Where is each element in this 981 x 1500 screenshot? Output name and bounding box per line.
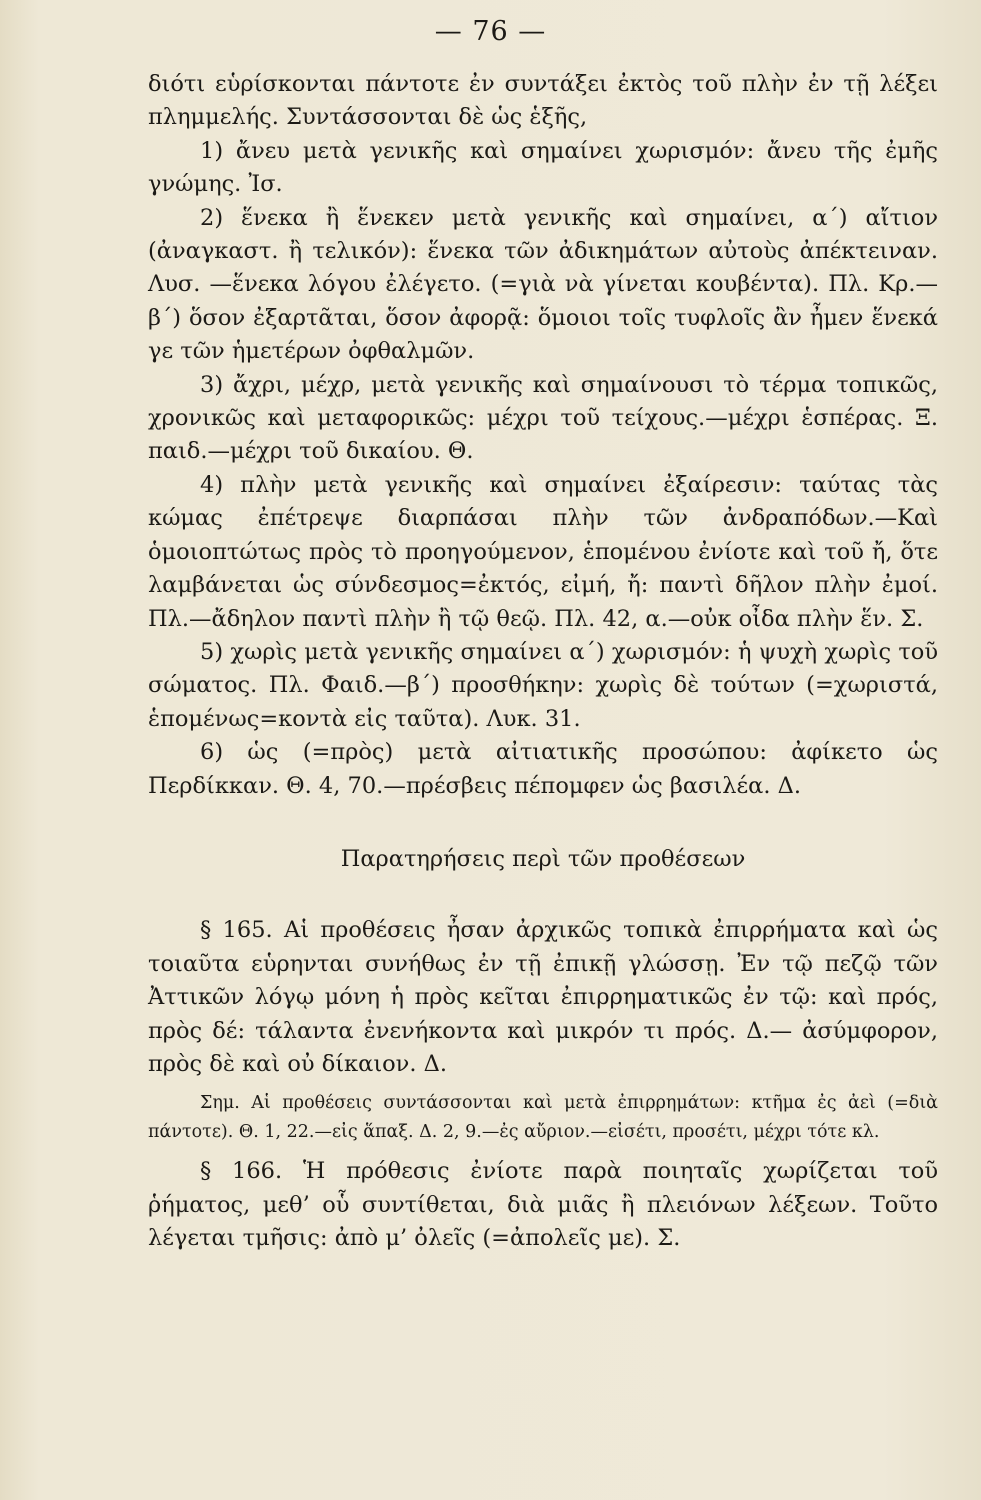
section-heading: Παρατηρήσεις περὶ τῶν προθέσεων	[340, 845, 746, 872]
paragraph-intro: διότι εὑρίσκονται πάντοτε ἐν συντάξει ἐκτὸς τοῦ πλὴν ἐν τῇ λέξει πλημμελής. Συντάσσονται δὲ ὡς ἑξῆς,	[148, 71, 938, 131]
note-paragraph: Σημ. Αἱ προθέσεις συντάσσονται καὶ μετὰ ἐπιρρημάτων: κτῆμα ἐς ἀεὶ (=διὰ πάντοτε). Θ. 1, 22.—εἰς ἅπαξ. Δ. 2, 9.—ἐς αὔριον.—εἰσέτι, προσέτι, μέχρι τότε κλ.	[148, 1093, 938, 1143]
section-166: § 166. Ἡ πρόθεσις ἐνίοτε παρὰ ποιηταῖς χωρίζεται τοῦ ῥήματος, μεθ’ οὗ συντίθεται, διὰ μιᾶς ἢ πλειόνων λέξεων. Τοῦτο λέγεται τμῆσις: ἀπὸ μ’ ὀλεῖς (=ἀπολεῖς με). Σ.	[148, 1158, 938, 1252]
section-165: § 165. Αἱ προθέσεις ἦσαν ἀρχικῶς τοπικὰ ἐπιρρήματα καὶ ὡς τοιαῦτα εὑρηνται συνήθως ἐν τῇ ἐπικῇ γλώσσῃ. Ἐν τῷ πεζῷ τῶν Ἀττικῶν λόγῳ μόνη ἡ πρὸς κεῖται ἐπιρρηματικῶς ἐν τῷ: καὶ πρός, πρὸς δέ: τάλαντα ἐνενήκοντα καὶ μικρόν τι πρός. Δ.— ἀσύμφορον, πρὸς δὲ καὶ οὐ δίκαιον. Δ.	[148, 917, 938, 1077]
paragraph-item-2: 2) ἕνεκα ἢ ἕνεκεν μετὰ γενικῆς καὶ σημαίνει, α΄) αἴτιον (ἀναγκαστ. ἢ τελικόν): ἕνεκα τῶν ἀδικημάτων αὐτοὺς ἀπέκτειναν. Λυσ. —ἕνεκα λόγου ἐλέγετο. (=γιὰ νὰ γίνεται κουβέντα). Πλ. Κρ.— β΄) ὅσον ἐξαρτᾶται, ὅσον ἀφορᾷ: ὅμοιοι τοῖς τυφλοῖς ἂν ἦμεν ἕνεκά γε τῶν ἡμετέρων ὀφθαλμῶν.	[148, 204, 938, 365]
paragraph-item-6: 6) ὡς (=πρὸς) μετὰ αἰτιατικῆς προσώπου: ἀφίκετο ὡς Περδίκκαν. Θ. 4, 70.—πρέσβεις πέπομφεν ὡς βασιλέα. Δ.	[148, 739, 938, 799]
page-number: — 76 —	[434, 16, 547, 47]
paragraph-item-3: 3) ἄχρι, μέχρ, μετὰ γενικῆς καὶ σημαίνουσι τὸ τέρμα τοπικῶς, χρονικῶς καὶ μεταφορικῶς: μέχρι τοῦ τείχους.—μέχρι ἑσπέρας. Ξ. παιδ.—μέχρι τοῦ δικαίου. Θ.	[148, 371, 938, 465]
paragraph-item-1: 1) ἄνευ μετὰ γενικῆς καὶ σημαίνει χωρισμόν: ἄνευ τῆς ἐμῆς γνώμης. Ἰσ.	[148, 137, 938, 198]
paragraph-item-5: 5) χωρὶς μετὰ γενικῆς σημαίνει α΄) χωρισμόν: ἡ ψυχὴ χωρὶς τοῦ σώματος. Πλ. Φαιδ.—β΄) προσθήκην: χωρὶς δὲ τούτων (=χωριστά, ἑπομένως=κοντὰ εἰς ταῦτα). Λυκ. 31.	[148, 638, 938, 732]
page-body	[148, 68, 938, 1256]
paragraph-item-4: 4) πλὴν μετὰ γενικῆς καὶ σημαίνει ἐξαίρεσιν: ταύτας τὰς κώμας ἐπέτρεψε διαρπάσαι πλὴν τῶν ἀνδραπόδων.—Καὶ ὁμοιοπτώτως πρὸς τὸ προηγούμενον, ἑπομένου ἐνίοτε καὶ τοῦ ἤ, ὅτε λαμβάνεται ὡς σύνδεσμος=ἐκτός, εἰμή, ἤ: παντὶ δῆλον πλὴν ἐμοί. Πλ.—ἄδηλον παντὶ πλὴν ἢ τῷ θεῷ. Πλ. 42, α.—οὐκ οἶδα πλὴν ἕν. Σ.	[148, 471, 938, 632]
